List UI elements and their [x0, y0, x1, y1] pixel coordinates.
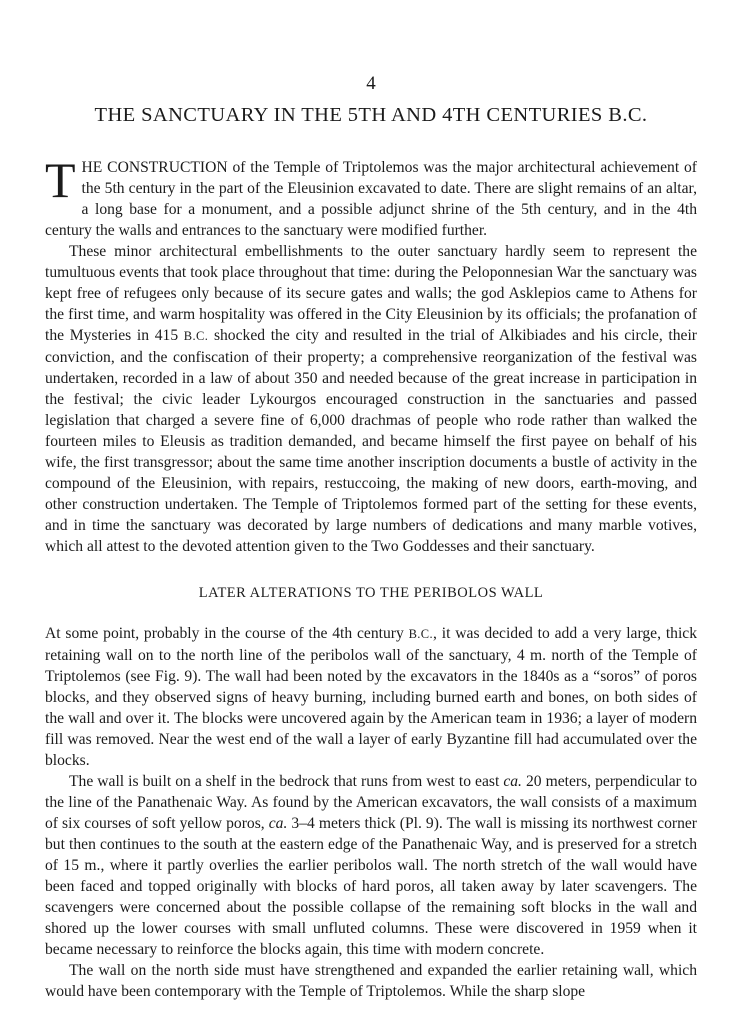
page-content — [45, 72, 697, 1002]
section-intro — [45, 152, 697, 557]
intro-paragraphs — [45, 152, 697, 557]
chapter-number: 4 — [366, 73, 376, 94]
text-segment: 20 meters, perpendicular to the line of the Panathenaic Way. As found by the American excavators, the wall consists of a maximum of six courses of soft yellow poros, — [45, 773, 697, 832]
paragraph — [45, 960, 697, 1002]
text-segment: These minor architectural embellishments to the outer sanctuary hardly seem to represent the tumultuous events that took place throughout that time: during the Peloponnesian War the sanctuary was kept free of refugees only because of its secure gates and walls; the god Asklepios came to Athens for the first time, and warm hospitality was offered in the City Eleusinion by its officials; the profanation of the Mysteries in 415 — [45, 243, 697, 344]
section-heading: LATER ALTERATIONS TO THE PERIBOLOS WALL — [198, 585, 544, 601]
text-segment: ca. — [503, 773, 522, 790]
text-segment: HE CONSTRUCTION of the Temple of Triptolemos was the major architectural achievement of the 5th century in the part of the Eleusinion excavated to date. There are slight remains of an altar, a long base for a monument, and a possible adjunct shrine of the 5th century, and in the 4th century the walls and entrances to the sanctuary were modified further. — [45, 159, 697, 239]
text-segment: 3–4 meters thick (Pl. 9). The wall is missing its northwest corner but then continues to the south at the eastern edge of the Panathenaic Way, and is preserved for a stretch of 15 m., where it partly overlies the earlier peribolos wall. The north stretch of the wall would have been faced and topped originally with blocks of hard poros, all taken away by later scavengers. The scavengers were concerned about the possible collapse of the remaining soft blocks in the wall and shored up the lower courses with small unfluted columns. These were discovered in 1959 when it became necessary to reinforce the blocks again, this time with modern concrete. — [45, 815, 697, 958]
paragraph — [45, 241, 697, 557]
text-segment: B.C. — [183, 329, 209, 343]
peribolos-paragraphs — [45, 623, 697, 1002]
text-segment: shocked the city and resulted in the trial of Alkibiades and his circle, their conviction, and the confiscation of their property; a comprehensive reorganization of the festival was undertaken, recorded in a law of about 350 and needed because of the great increase in participation in the festival; the civic leader Lykourgos encouraged construction in the sanctuaries and passed legislation that charged a severe fine of 6,000 drachmas of people who rode rather than walked the fourteen miles to Eleusis as tradition demanded, and became himself the first payee on behalf of his wife, the first transgressor; about the same time another inscription documents a bustle of activity in the compound of the Eleusinion, with repairs, restuccoing, the making of new doors, earth-moving, and other construction undertaken. The Temple of Triptolemos formed part of the setting for these events, and in time the sanctuary was decorated by large numbers of dedications and many marble votives, which all attest to the devoted attention given to the Two Goddesses and their sanctuary. — [45, 327, 697, 555]
text-segment: ca. — [268, 815, 288, 832]
dropcap-letter: T — [45, 152, 76, 208]
paragraph — [45, 771, 697, 960]
text-segment: The wall on the north side must have strengthened and expanded the earlier retaining wall, which would have been contemporary with the Temple of Triptolemos. While the sharp slope — [45, 962, 697, 1000]
text-segment: The wall is built on a shelf in the bedrock that runs from west to east — [69, 773, 504, 790]
text-segment: , it was decided to add a very large, thick retaining wall on to the north line of the peribolos wall of the sanctuary, 4 m. north of the Temple of Triptolemos (see Fig. 9). The wall had been noted by the excavators in the 1840s as a “soros” of poros blocks, and they observed signs of heavy burning, including burned earth and bones, on both sides of the wall and over it. The blocks were uncovered again by the American team in 1936; a layer of modern fill was removed. Near the west end of the wall a layer of early Byzantine fill had accumulated over the blocks. — [45, 625, 698, 769]
paragraph — [45, 152, 697, 241]
page-title: THE SANCTUARY IN THE 5TH AND 4TH CENTURIES B.C. — [94, 104, 648, 126]
text-segment: At some point, probably in the course of the 4th century — [45, 625, 409, 642]
text-segment: B.C. — [408, 627, 434, 641]
section-peribolos-wall — [45, 583, 697, 1002]
paragraph — [45, 623, 697, 771]
